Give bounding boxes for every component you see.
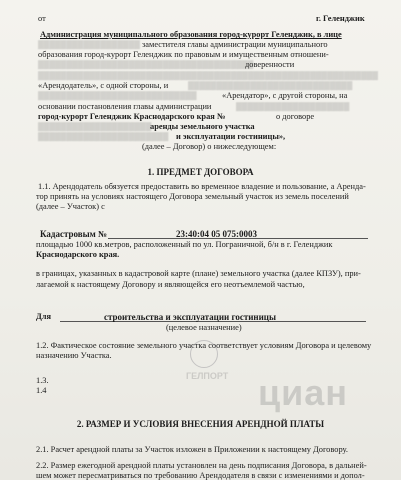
header-city: г. Геленджик [316,14,365,23]
redaction: ▒▒▒▒▒▒▒▒▒▒▒▒▒▒▒▒▒▒ [38,40,141,49]
intro-line-7: основании постановления главы администрации [38,102,212,111]
p12-line-2: назначению Участка. [36,351,112,360]
p14-label: 1.4 [36,386,47,395]
purpose-caption: (целевое назначение) [166,323,242,332]
p11-line-1: 1.1. Арендодатель обязуется предоставить во временное владение и пользование, а Аренда- [38,182,366,191]
redaction: ▒▒▒▒▒▒▒▒▒▒▒▒▒▒▒▒▒▒▒▒ [38,122,152,131]
intro-line-6: «Арендатор», с другой стороны, на [222,91,348,100]
redaction: ▒▒▒▒▒▒▒▒▒▒▒▒▒▒▒▒▒▒▒▒▒▒▒▒▒▒▒▒▒ [188,81,353,90]
section-1-heading: 1. ПРЕДМЕТ ДОГОВОРА [147,167,254,177]
intro-line-8: город-курорт Геленджик Краснодарского края № [38,112,226,121]
intro-line-9: аренды земельного участка [150,122,255,131]
cadastral-label: Кадастровым № [40,229,108,239]
p22-line-1: 2.2. Размер ежегодной арендной платы установлен на день подписания Договора, в дальней- [36,461,367,470]
redaction: ▒▒▒▒▒▒▒▒▒▒▒▒▒▒▒▒▒▒▒▒ [236,102,350,111]
bounds-line-1: в границах, указанных в кадастровой карте (плане) земельного участка (далее КПЗУ), при- [36,269,361,278]
intro-line-4: доверенности [245,60,295,69]
bounds-line-2: лагаемой к настоящему Договору и являющейся его неотъемлемой частью, [36,280,305,289]
intro-line-1: Администрация муниципального образования город-курорт Геленджик, в лице [40,30,342,39]
section-2-heading: 2. РАЗМЕР И УСЛОВИЯ ВНЕСЕНИЯ АРЕНДНОЙ ПЛАТЫ [76,419,325,429]
redaction: ▒▒▒▒▒▒▒▒▒▒▒▒▒▒▒▒▒▒▒▒▒▒▒ [38,132,169,141]
p11-line-2: тор принять на условиях настоящего Договора земельный участок из земель поселений [36,192,349,201]
p12-line-1: 1.2. Фактическое состояние земельного участка соответствует условиям Договора и целевому [36,341,372,350]
intro-line-11: (далее – Договор) о нижеследующем: [142,142,277,151]
area-line-2: Краснодарского края. [36,250,120,259]
intro-line-5: «Арендодатель», с одной стороны, и [38,81,169,90]
purpose-prefix: Для [36,312,51,321]
header-prefix: от [38,14,46,23]
p22-line-2: шем может пересматриваться по требованию Арендодателя в связи с изменениями и допол- [36,471,365,480]
purpose-value: строительства и эксплуатации гостиницы [104,312,277,322]
intro-line-3: образования город-курорт Геленджик по правовым и имущественным отношени- [38,50,329,59]
redaction: ▒▒▒▒▒▒▒▒▒▒▒▒▒▒▒▒▒▒▒▒▒▒▒▒▒▒▒▒▒▒▒▒▒▒▒▒▒▒▒▒▒▒▒▒▒▒▒▒▒▒▒▒▒▒▒▒▒▒▒▒ [38,71,379,80]
redaction: ▒▒▒▒▒▒▒▒▒▒▒▒▒▒▒▒▒▒▒▒▒▒▒▒▒▒▒▒▒▒▒▒▒▒▒▒▒▒ [38,60,254,69]
p21: 2.1. Расчет арендной платы за Участок изложен в Приложении к настоящему Договору. [36,445,348,454]
intro-line-8b: о договоре [276,112,315,121]
watermark-logo-icon [190,340,218,368]
redaction: ▒▒▒▒▒▒▒▒▒▒▒▒▒▒▒▒▒▒▒▒▒▒▒▒▒▒▒▒ [38,91,197,100]
intro-line-10: и эксплуатации гостиницы», [176,132,286,141]
p13-label: 1.3. [36,376,49,385]
intro-line-2: заместителя главы администрации муниципального [142,40,328,49]
p11-line-3: (далее – Участок) с [36,202,105,211]
watermark-corner: циан [258,372,349,413]
area-line-1: площадью 1000 кв.метров, расположенный по ул. Пограничной, б/н в г. Геленджик [36,240,333,249]
cadastral-number: 23:40:04 05 075:0003 [176,229,257,239]
watermark-center: ГЕЛПОРТ [186,371,229,381]
